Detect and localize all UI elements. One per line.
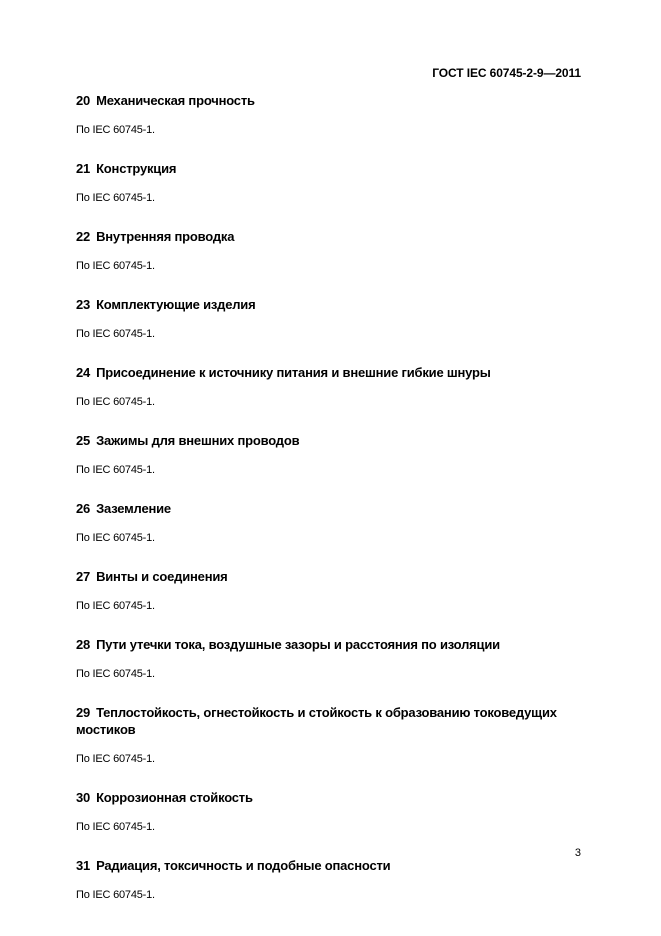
section-22 xyxy=(76,228,586,273)
section-heading xyxy=(76,636,586,653)
section-body: По IEC 60745-1. xyxy=(76,668,155,680)
section-26 xyxy=(76,500,586,545)
section-heading xyxy=(76,92,586,109)
section-title: Пути утечки тока, воздушные зазоры и расстояния по изоляции xyxy=(96,637,500,652)
section-21 xyxy=(76,160,586,205)
section-body: По IEC 60745-1. xyxy=(76,821,155,833)
section-24 xyxy=(76,364,586,409)
section-body: По IEC 60745-1. xyxy=(76,753,155,765)
section-27 xyxy=(76,568,586,613)
section-title: Винты и соединения xyxy=(96,569,228,584)
section-heading xyxy=(76,228,586,245)
section-body: По IEC 60745-1. xyxy=(76,600,155,612)
section-body: По IEC 60745-1. xyxy=(76,192,155,204)
section-23 xyxy=(76,296,586,341)
section-25 xyxy=(76,432,586,477)
section-29 xyxy=(76,704,586,766)
section-30 xyxy=(76,789,586,834)
section-28 xyxy=(76,636,586,681)
section-title: Внутренняя проводка xyxy=(96,229,235,244)
page-number: 3 xyxy=(574,847,581,859)
section-heading xyxy=(76,364,586,381)
section-heading xyxy=(76,296,586,313)
section-title: Заземление xyxy=(96,501,171,516)
section-20 xyxy=(76,92,586,137)
section-number: 27 xyxy=(76,569,91,584)
section-number: 22 xyxy=(76,229,91,244)
section-heading xyxy=(76,160,586,177)
section-title: Присоединение к источнику питания и внешние гибкие шнуры xyxy=(96,365,491,380)
section-number: 26 xyxy=(76,501,91,516)
section-body: По IEC 60745-1. xyxy=(76,260,155,272)
section-title: Комплектующие изделия xyxy=(96,297,256,312)
section-heading xyxy=(76,432,586,449)
section-title: Конструкция xyxy=(96,161,177,176)
section-heading xyxy=(76,500,586,517)
section-number: 21 xyxy=(76,161,91,176)
section-heading xyxy=(76,568,586,585)
sections-list xyxy=(76,92,586,925)
section-number: 25 xyxy=(76,433,91,448)
section-title: Коррозионная стойкость xyxy=(96,790,253,805)
section-number: 24 xyxy=(76,365,91,380)
section-31 xyxy=(76,857,586,902)
section-body: По IEC 60745-1. xyxy=(76,464,155,476)
section-title: Механическая прочность xyxy=(96,93,255,108)
section-body: По IEC 60745-1. xyxy=(76,532,155,544)
section-title: Зажимы для внешних проводов xyxy=(96,433,300,448)
section-number: 29 xyxy=(76,705,91,720)
section-number: 28 xyxy=(76,637,91,652)
section-heading xyxy=(76,704,586,738)
section-body: По IEC 60745-1. xyxy=(76,889,155,901)
section-title: Теплостойкость, огнестойкость и стойкость к образованию токоведущих мостиков xyxy=(76,705,557,737)
section-heading xyxy=(76,789,586,806)
section-number: 31 xyxy=(76,858,91,873)
section-body: По IEC 60745-1. xyxy=(76,396,155,408)
document-code-header: ГОСТ IEC 60745-2-9—2011 xyxy=(432,66,581,80)
section-body: По IEC 60745-1. xyxy=(76,124,155,136)
section-number: 30 xyxy=(76,790,91,805)
section-title: Радиация, токсичность и подобные опасности xyxy=(96,858,391,873)
section-number: 20 xyxy=(76,93,91,108)
section-heading xyxy=(76,857,586,874)
section-number: 23 xyxy=(76,297,91,312)
section-body: По IEC 60745-1. xyxy=(76,328,155,340)
